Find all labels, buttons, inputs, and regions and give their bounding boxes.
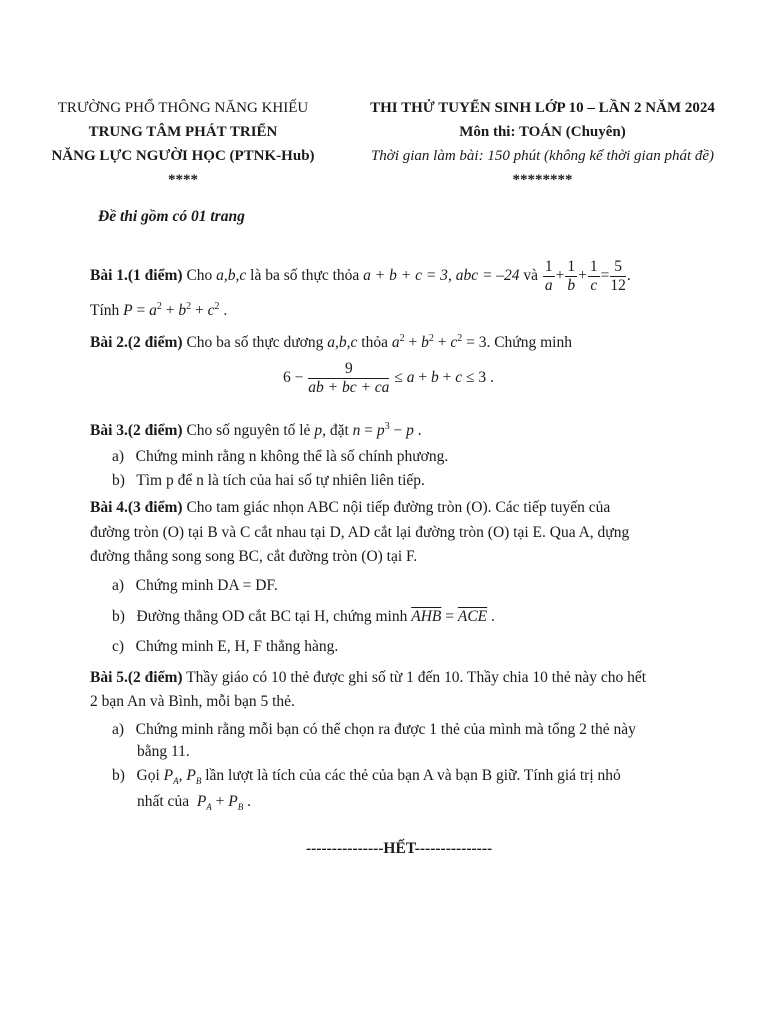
problem-4-part-b: b) Đường thẳng OD cắt BC tại H, chứng minh $\overline{AHB} = \overline{ACE}$ . xyxy=(112,608,495,625)
problem-3-b-text: Tìm p để n là tích của hai số tự nhiên liên tiếp. xyxy=(136,472,425,489)
problem-5-part-a-cont: bằng 11. xyxy=(137,743,190,760)
problem-1-cond-product: abc = –24 xyxy=(455,267,520,285)
problem-3-text: Cho số nguyên tố lẻ xyxy=(186,422,311,440)
problem-1-cond-sum: a + b + c = 3 xyxy=(363,267,448,285)
problem-2-text: Cho ba số thực dương xyxy=(186,334,324,352)
problem-4 xyxy=(90,497,610,519)
problem-5-part-b: b) Gọi $P_A$, $P_B$ lần lượt là tích của các thẻ của bạn A và bạn B giữ. Tính giá trị nhỏ xyxy=(112,767,621,787)
problem-3-p: p xyxy=(314,422,323,440)
end-marker: ---------------HẾT--------------- xyxy=(306,840,493,857)
problem-5-b-pre: Gọi xyxy=(136,767,160,784)
problem-1: Bài 1.(1 điểm) Cho a,b,c là ba số thực thỏa a + b + c = 3, abc = –24 và $\frac{1}{a}$ + $\frac{1}{b}$ + $\frac{1}{c}$ = $\frac{5}{12}$ . xyxy=(90,258,631,294)
problem-4-c-text: Chứng minh E, H, F thẳng hàng. xyxy=(135,638,339,655)
problem-1-fraction-eq: $\frac{1}{a}$ + $\frac{1}{b}$ + $\frac{1}{c}$ = $\frac{5}{12}$ . xyxy=(544,258,631,294)
problem-1-label: Bài 1.(1 điểm) xyxy=(90,267,183,285)
problem-1-text: Cho xyxy=(186,267,213,285)
problem-5 xyxy=(90,667,646,689)
problem-3-a-text: Chứng minh rằng n không thể là số chính phương. xyxy=(135,448,449,465)
left-stars: **** xyxy=(168,172,198,188)
problem-4-a-text: Chứng minh DA = DF. xyxy=(135,577,278,594)
problem-1-and: và xyxy=(523,267,539,285)
problem-3-label: Bài 3.(2 điểm) xyxy=(90,422,183,440)
problem-4-part-c: c) Chứng minh E, H, F thẳng hàng. xyxy=(112,638,339,655)
problem-4-b-text: Đường thẳng OD cắt BC tại H, chứng minh xyxy=(136,608,408,625)
problem-4-label: Bài 4.(3 điểm) xyxy=(90,499,183,516)
problem-4-line3: đường thẳng song song BC, cắt đường tròn (O) tại F. xyxy=(90,548,418,565)
school-header xyxy=(28,96,338,192)
problem-2-text2: thỏa xyxy=(361,334,388,352)
problem-2-label: Bài 2.(2 điểm) xyxy=(90,334,183,352)
problem-3-part-a: a) Chứng minh rằng n không thể là số chính phương. xyxy=(112,448,449,465)
center-name-2: NĂNG LỰC NGƯỜI HỌC (PTNK-Hub) xyxy=(51,148,315,164)
problem-5-part-b-cont: nhất của $P_A + P_B$ . xyxy=(137,793,252,813)
problem-1-vars: a,b,c xyxy=(216,267,247,285)
exam-header xyxy=(330,96,755,192)
problem-5-line2: 2 bạn An và Bình, mỗi bạn 5 thẻ. xyxy=(90,693,295,710)
problem-5-part-a: a) Chứng minh rằng mỗi bạn có thể chọn ra được 1 thẻ của mình mà tổng 2 thẻ này xyxy=(112,721,636,738)
exam-title: THI THỬ TUYỂN SINH LỚP 10 – LẦN 2 NĂM 2024 xyxy=(370,100,715,116)
problem-5-label: Bài 5.(2 điểm) xyxy=(90,669,183,686)
problem-1-tinh: Tính xyxy=(90,302,120,320)
problem-3-text2: , đặt xyxy=(322,422,349,440)
problem-5-a-text: Chứng minh rằng mỗi bạn có thể chọn ra được 1 thẻ của mình mà tổng 2 thẻ này xyxy=(135,721,636,738)
problem-3-part-b: b) Tìm p để n là tích của hai số tự nhiên liên tiếp. xyxy=(112,472,425,489)
problem-5-b-text: lần lượt là tích của các thẻ của bạn A và bạn B giữ. Tính giá trị nhỏ xyxy=(205,767,621,784)
exam-subject: Môn thi: TOÁN (Chuyên) xyxy=(459,124,626,140)
problem-2-inequality: 6 − $\frac{9}{ab + bc + ca}$ ≤ a + b + c ≤ 3 . xyxy=(283,360,494,396)
school-name: TRƯỜNG PHỔ THÔNG NĂNG KHIẾU xyxy=(57,100,309,116)
problem-4-part-a: a) Chứng minh DA = DF. xyxy=(112,577,278,594)
exam-duration: Thời gian làm bài: 150 phút (không kể thời gian phát đề) xyxy=(370,148,715,164)
page-note: Đề thi gồm có 01 trang xyxy=(98,208,245,225)
problem-4-line1: Cho tam giác nhọn ABC nội tiếp đường tròn (O). Các tiếp tuyến của xyxy=(186,499,611,516)
problem-1-text2: là ba số thực thỏa xyxy=(250,267,360,285)
problem-5-line1: Thầy giáo có 10 thẻ được ghi số từ 1 đến 10. Thầy chia 10 thẻ này cho hết xyxy=(186,669,647,686)
right-stars: ******** xyxy=(512,172,573,188)
problem-4-line2: đường tròn (O) tại B và C cắt nhau tại D, AD cắt lại đường tròn (O) tại E. Qua A, dựng xyxy=(90,524,630,541)
center-name: TRUNG TÂM PHÁT TRIỂN xyxy=(88,124,278,140)
problem-2-text3: . Chứng minh xyxy=(486,334,572,352)
problem-2: Bài 2.(2 điểm) Cho ba số thực dương a,b,c thỏa $a^2 + b^2 + c^2 = 3$. Chứng minh xyxy=(90,333,572,352)
problem-5-b2-pre: nhất của xyxy=(137,793,190,810)
problem-3: Bài 3.(2 điểm) Cho số nguyên tố lẻ p, đặt $n = p^3 - p$ . xyxy=(90,421,422,440)
problem-1-task: Tính $P = a^2 + b^2 + c^2$ . xyxy=(90,301,228,320)
problem-2-vars: a,b,c xyxy=(327,334,358,352)
